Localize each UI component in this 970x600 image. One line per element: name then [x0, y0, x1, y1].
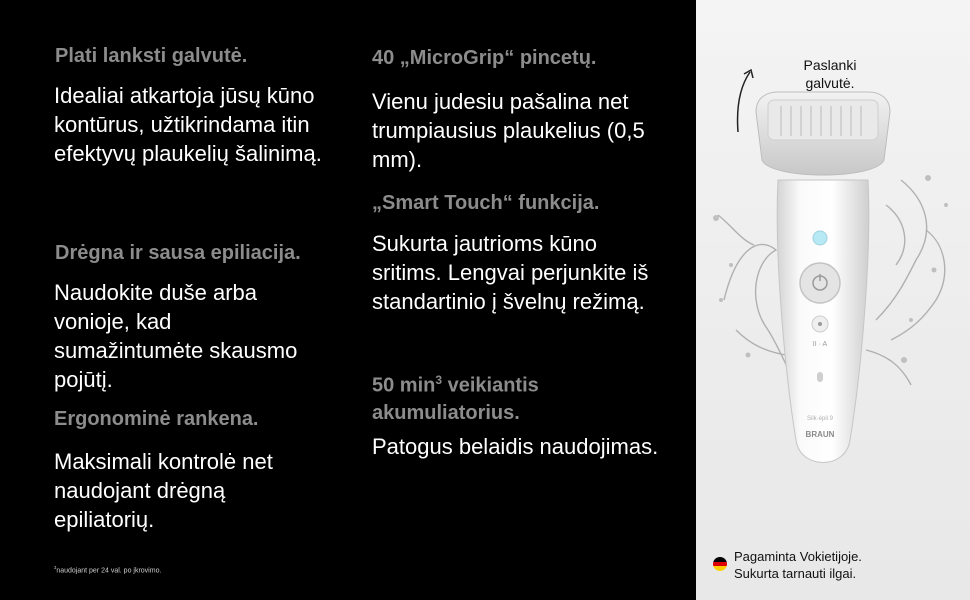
feature-text-wet-dry: Naudokite duše arba vonioje, kad sumažintumėte skausmo pojūtį. — [54, 280, 298, 392]
power-button-icon — [800, 263, 840, 303]
feature-title-battery: 50 $\min^3$ veikiantis akumuliatorius. — [372, 373, 539, 424]
feature-title-microgrip: 40 „MicroGrip“ pincetų. — [372, 47, 597, 69]
feature-text-ergonomic: Maksimali kontrolė net naudojant drėgną epiliatorių. — [54, 449, 273, 532]
feature-title-wide-head: Plati lanksti galvutė. — [55, 45, 248, 67]
feature-text-smart-touch: Sukurta jautrioms kūno sritims. Lengvai perjunkite iš standartinio į švelnų režimą. — [372, 231, 649, 314]
model-label: Silk·épil 9 — [806, 416, 834, 422]
made-in-germany-badge — [734, 548, 862, 582]
feature-text-wide-head: Idealiai atkartoja jūsų kūno kontūrus, užtikrindama itin efektyvų plaukelių šalinimą. — [54, 83, 322, 166]
footnote: $^3$naudojant per 24 val. po įkrovimo. — [54, 565, 162, 575]
feature-title-smart-touch: „Smart Touch“ funkcija. — [372, 192, 600, 214]
germany-flag-icon — [713, 557, 727, 571]
feature-title-ergonomic: Ergonominė rankena. — [54, 408, 259, 430]
brand-logo: BRAUN — [805, 430, 835, 439]
mode-label: II · A — [812, 341, 828, 348]
badge-line-2: Sukurta tarnauti ilgai. — [734, 566, 857, 581]
smart-light-icon — [813, 231, 827, 245]
callout-label: Paslanki galvutė. — [803, 57, 857, 91]
feature-text-battery: Patogus belaidis naudojimas. — [372, 434, 659, 459]
badge-line-1: Pagaminta Vokietijoje. — [734, 549, 862, 564]
rotate-arrow-icon — [738, 70, 753, 132]
feature-title-wet-dry: Drėgna ir sausa epiliacija. — [55, 242, 301, 264]
feature-text-microgrip: Vienu judesiu pašalina net trumpiausius plaukelius (0,5 mm). — [372, 89, 645, 172]
